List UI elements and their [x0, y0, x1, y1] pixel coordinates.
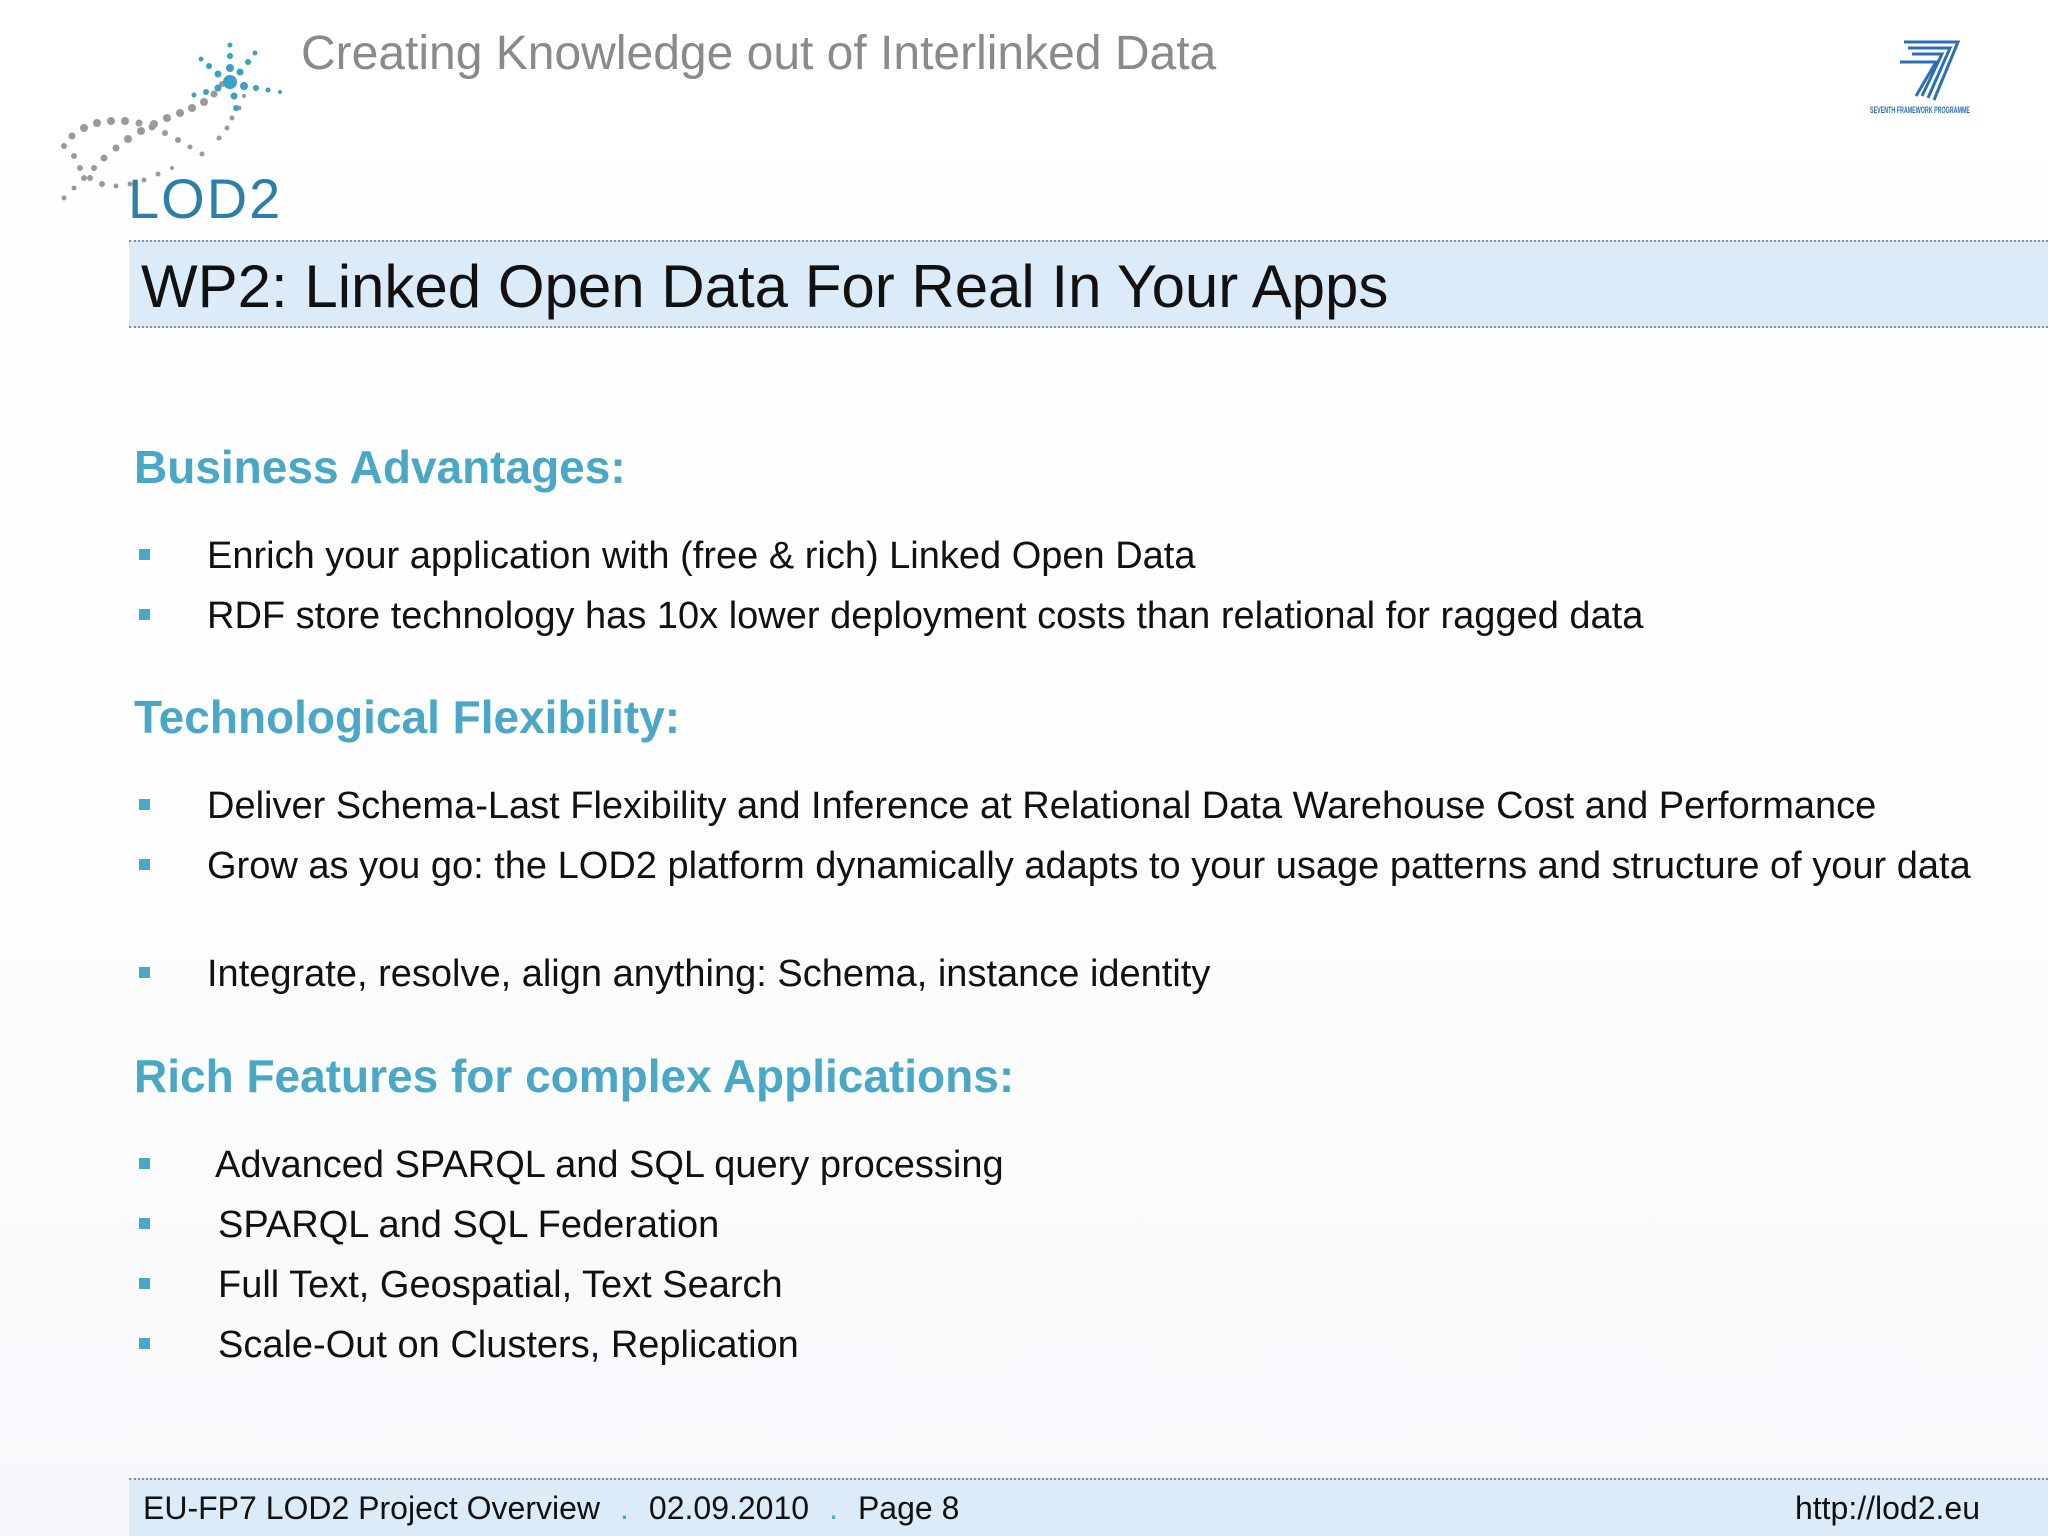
bullet-item	[134, 1321, 2004, 1369]
bullet-marker	[139, 859, 150, 870]
footer-page: Page 8	[857, 1490, 960, 1526]
bullet-item	[134, 1261, 2004, 1309]
bullet-item	[134, 592, 2004, 640]
bullet-text: Grow as you go: the LOD2 platform dynamically adapts to your usage patterns and structure of your data	[207, 845, 1971, 887]
lod2-logo	[44, 28, 344, 228]
footer-date: 02.09.2010	[648, 1490, 810, 1526]
bullet-text: Deliver Schema-Last Flexibility and Inference at Relational Data Warehouse Cost and Performance	[207, 785, 1877, 827]
footer	[129, 1478, 2048, 1536]
bullet-item	[134, 532, 2004, 580]
bullet-marker	[139, 799, 150, 810]
bullet-text: Full Text, Geospatial, Text Search	[218, 1264, 783, 1306]
bullet-item	[134, 1201, 2004, 1249]
footer-project: EU-FP7 LOD2 Project Overview	[143, 1490, 601, 1526]
bullet-text: RDF store technology has 10x lower deployment costs than relational for ragged data	[207, 595, 1644, 637]
bullet-marker	[139, 1218, 150, 1229]
bullet-item	[134, 1141, 2004, 1189]
bullet-text: Integrate, resolve, align anything: Schema, instance identity	[207, 953, 1211, 995]
footer-url[interactable]: http://lod2.eu	[1794, 1490, 1980, 1526]
bullet-marker	[139, 967, 150, 978]
bullet-marker	[139, 609, 150, 620]
bullet-item	[134, 782, 2004, 830]
footer-left	[143, 1490, 959, 1527]
bullet-text: SPARQL and SQL Federation	[218, 1204, 720, 1246]
footer-separator: .	[620, 1490, 629, 1526]
section-heading-rich-features: Rich Features for complex Applications:	[134, 1050, 1015, 1102]
lod2-logo-text: LOD2	[128, 167, 283, 230]
section-heading-technological: Technological Flexibility:	[134, 691, 681, 743]
section-heading-business: Business Advantages:	[134, 441, 626, 493]
bullet-marker	[139, 1338, 150, 1349]
bullet-marker	[139, 549, 150, 560]
fp7-logo-text: SEVENTH FRAMEWORK PROGRAMME	[1870, 105, 1970, 115]
slide-title: WP2: Linked Open Data For Real In Your Apps	[141, 253, 1389, 320]
footer-separator: .	[829, 1490, 838, 1526]
fp7-logo	[1864, 38, 1976, 128]
bullet-item	[134, 842, 1994, 890]
bullet-text: Enrich your application with (free & rich) Linked Open Data	[207, 535, 1196, 577]
bullet-text: Scale-Out on Clusters, Replication	[218, 1324, 799, 1366]
bullet-item	[134, 950, 2004, 998]
tagline: Creating Knowledge out of Interlinked Data	[301, 27, 1217, 80]
title-band	[129, 240, 2048, 328]
bullet-text: Advanced SPARQL and SQL query processing	[215, 1144, 1004, 1186]
bullet-marker	[139, 1158, 150, 1169]
bullet-marker	[139, 1278, 150, 1289]
